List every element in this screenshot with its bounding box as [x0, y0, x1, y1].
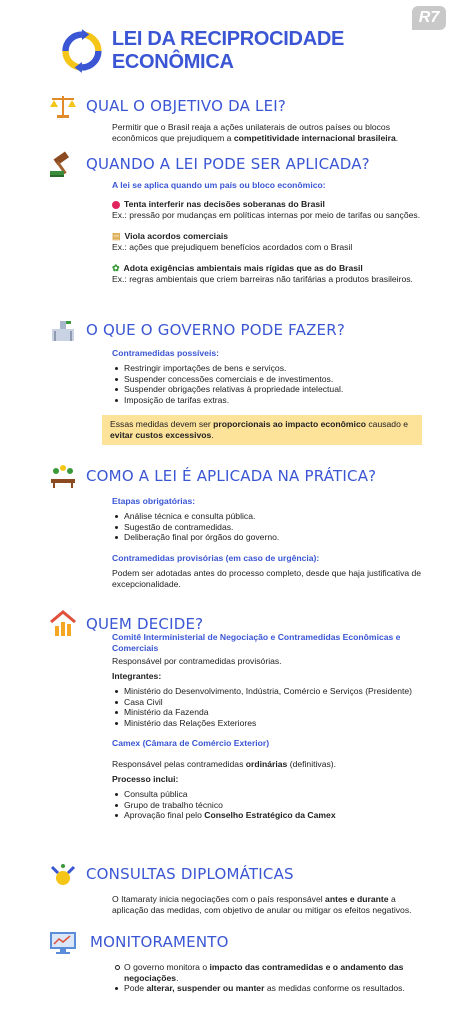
- condition-item: ✿ Adota exigências ambientais mais rígidas que as do Brasil: [112, 263, 363, 273]
- section-governo: [46, 316, 446, 445]
- monitoring-list: [112, 962, 432, 994]
- section-text: Podem ser adotadas antes do processo completo, desde que haja justificativa de excepcionalidade.: [112, 567, 422, 589]
- section-consultas: [46, 860, 446, 916]
- list-item: Ministério da Fazenda: [112, 707, 432, 718]
- team-meeting-icon: [46, 462, 80, 490]
- section-decide: [46, 610, 446, 821]
- list-item: Sugestão de contramedidas.: [112, 522, 432, 533]
- list-item: O governo monitora o impacto das contramedidas e o andamento das negociações.: [112, 962, 432, 983]
- list-item: Imposição de tarifas extras.: [112, 395, 432, 406]
- handshake-icon: [46, 860, 80, 888]
- subheading: Camex (Câmara de Comércio Exterior): [112, 738, 270, 748]
- countermeasure-list: [112, 363, 432, 405]
- condition-item: ▤ Viola acordos comerciais: [112, 231, 229, 241]
- section-monitoramento: [46, 928, 446, 994]
- page-header: [60, 26, 440, 76]
- section-text: Permitir que o Brasil reaja a ações unilaterais de outros países ou blocos econômicos que prejudiquem a competitividade internacional brasileira.: [112, 122, 399, 143]
- list-item: Suspender obrigações relativas à propriedade intelectual.: [112, 384, 432, 395]
- section-heading: QUAL O OBJETIVO DA LEI?: [86, 97, 287, 115]
- subheading: Comitê Interministerial de Negociação e Contramedidas Econômicas e Comerciais: [112, 632, 401, 653]
- section-quando: [46, 150, 446, 285]
- list-item: Aprovação final pelo Conselho Estratégico da Camex: [112, 810, 432, 821]
- red-circle-icon: [112, 201, 120, 209]
- page-title: LEI DA RECIPROCIDADE ECONÔMICA: [111, 28, 345, 73]
- section-pratica: [46, 462, 446, 590]
- section-body: [112, 180, 432, 285]
- section-heading: QUEM DECIDE?: [86, 615, 204, 633]
- section-objetivo: [46, 92, 446, 144]
- list-item: Pode alterar, suspender ou manter as medidas conforme os resultados.: [112, 983, 432, 994]
- section-text: Responsável pelas contramedidas ordinárias (definitivas).: [112, 759, 337, 769]
- label: Integrantes:: [112, 671, 162, 681]
- subheading: A lei se aplica quando um país ou bloco econômico:: [112, 180, 326, 190]
- monitor-chart-icon: [46, 928, 80, 956]
- list-item: Restringir importações de bens e serviços.: [112, 363, 432, 374]
- government-building-icon: [46, 316, 80, 344]
- list-item: Consulta pública: [112, 789, 432, 800]
- list-item: Análise técnica e consulta pública.: [112, 511, 432, 522]
- section-heading: O QUE O GOVERNO PODE FAZER?: [86, 321, 346, 339]
- section-body: [112, 632, 432, 821]
- gavel-icon: [46, 150, 80, 178]
- steps-list: [112, 511, 432, 543]
- section-body: [112, 962, 432, 994]
- section-heading: CONSULTAS DIPLOMÁTICAS: [86, 865, 294, 883]
- section-body: [112, 496, 432, 590]
- section-heading: COMO A LEI É APLICADA NA PRÁTICA?: [86, 467, 377, 485]
- section-text: Responsável por contramedidas provisórias.: [112, 656, 282, 666]
- condition-item: Tenta interferir nas decisões soberanas do Brasil: [112, 199, 432, 210]
- condition-example: Ex.: regras ambientais que criem barreiras não tarifárias a produtos brasileiros.: [112, 274, 413, 284]
- list-item: Suspender concessões comerciais e de investimentos.: [112, 374, 432, 385]
- subheading: Contramedidas provisórias (em caso de urgência):: [112, 552, 320, 563]
- label: Processo inclui:: [112, 774, 179, 784]
- section-heading: QUANDO A LEI PODE SER APLICADA?: [86, 155, 370, 173]
- condition-example: Ex.: pressão por mudanças em políticas internas por meio de tarifas ou sanções.: [112, 210, 421, 220]
- list-item: Casa Civil: [112, 697, 432, 708]
- list-item: Deliberação final por órgãos do governo.: [112, 532, 432, 543]
- section-heading: MONITORAMENTO: [90, 933, 229, 951]
- process-list: [112, 789, 432, 821]
- section-body: [112, 348, 432, 405]
- section-text: O Itamaraty inicia negociações com o país responsável antes e durante a aplicação das medidas, com objetivo de anular ou mitigar os efeitos negativos.: [112, 894, 412, 915]
- refresh-arrows-icon: [60, 27, 104, 75]
- scales-icon: [46, 92, 80, 120]
- subheading: Contramedidas possíveis:: [112, 348, 219, 358]
- r7-logo: R7: [412, 6, 446, 30]
- seedling-icon: ✿: [112, 263, 120, 273]
- highlight-note: Essas medidas devem ser proporcionais ao impacto econômico causado e evitar custos excessivos.: [102, 415, 422, 445]
- house-chart-icon: [46, 610, 80, 638]
- list-item: Ministério do Desenvolvimento, Indústria, Comércio e Serviços (Presidente): [112, 686, 432, 697]
- condition-example: Ex.: ações que prejudiquem benefícios acordados com o Brasil: [112, 242, 353, 252]
- list-item: Ministério das Relações Exteriores: [112, 718, 432, 729]
- scroll-icon: ▤: [112, 231, 121, 241]
- list-item: Grupo de trabalho técnico: [112, 800, 432, 811]
- members-list: [112, 686, 432, 728]
- subheading: Etapas obrigatórias:: [112, 496, 196, 506]
